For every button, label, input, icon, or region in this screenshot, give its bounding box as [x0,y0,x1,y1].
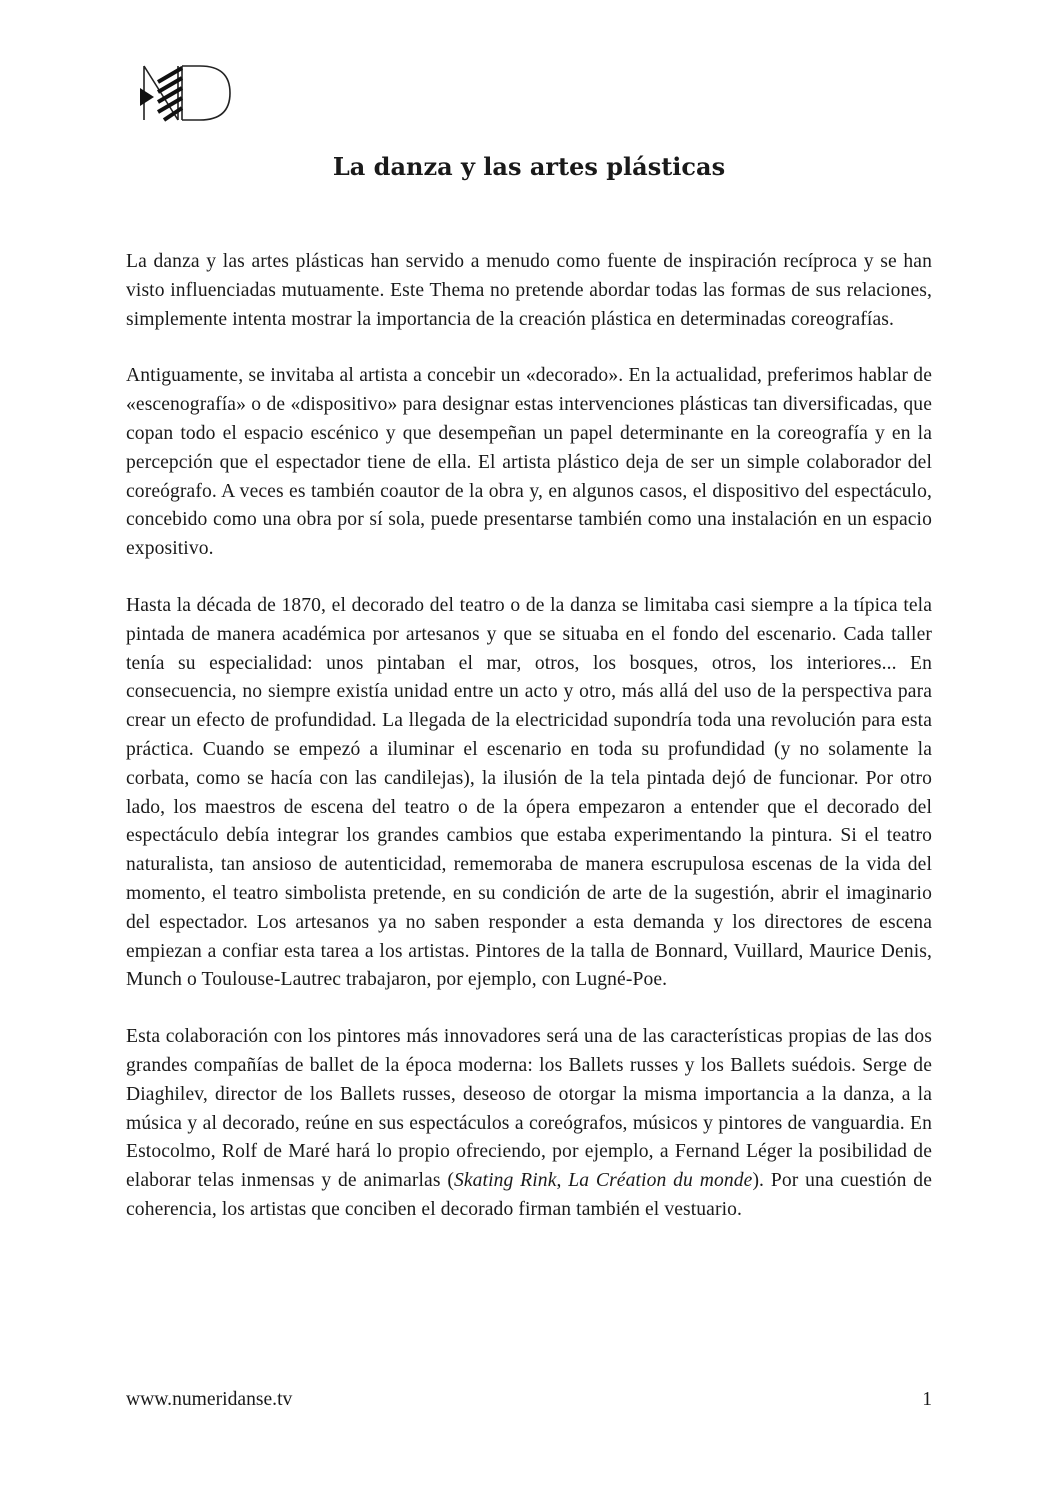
paragraph-ballets-text-2: ). Por una cuestión de coherencia, los artistas que conciben el decorado firman también el vestuario. [126,1170,932,1220]
page-title: La danza y las artes plásticas [332,152,726,181]
work-title-creation-du-monde: La Création du monde [568,1170,753,1192]
paragraph-history: Hasta la década de 1870, el decorado del teatro o de la danza se limitaba casi siempre a la típica tela pintada de manera académica por artesanos y que se situaba en el fondo del escenario. Cada taller tenía su especialidad: unos pintaban el mar, otros, los bosques, otros, los interiores... En consecuencia, no siempre existía unidad entre un acto y otro, más allá del uso de la perspectiva para crear un efecto de profundidad. La llegada de la electricidad supondría toda una revolución para esta práctica. Cuando se empezó a iluminar el escenario en toda su profundidad (y no solamente la corbata, como se hacía con las candilejas), la ilusión de la tela pintada dejó de funcionar. Por otro lado, los maestros de escena del teatro o de la ópera empezaron a entender que el decorado del espectáculo debía integrar los grandes cambios que estaba experimentando la pintura. Si el teatro naturalista, tan ansioso de autenticidad, rememoraba de manera escrupulosa escenas de la vida del momento, el teatro simbolista pretende, en su condición de arte de la sugestión, abrir el imaginario del espectador. Los artesanos ya no saben responder a esta demanda y los directores de escena empiezan a confiar esta tarea a los artistas. Pintores de la talla de Bonnard, Vuillard, Maurice Denis, Munch o Toulouse-Lautrec trabajaron, por ejemplo, con Lugné-Poe. [126,594,932,991]
paragraph-ballets-separator: , [556,1170,569,1192]
article-body [126,248,932,1253]
paragraph-intro: La danza y las artes plásticas han servido a menudo como fuente de inspiración recíproca y se han visto influenciadas mutuamente. Este Thema no pretende abordar todas las formas de sus relaciones, simplemente intenta mostrar la importancia de la creación plástica en determinadas coreografías. [126,251,932,330]
paragraph-ballets [126,1023,932,1225]
paragraph-ballets-text-1: Esta colaboración con los pintores más innovadores será una de las características propias de las dos grandes compañías de ballet de la época moderna: los Ballets russes y los Ballets suédois. Serge de Diaghilev, director de los Ballets russes, deseoso de otorgar la misma importancia a la danza, a la música y al decorado, reúne en sus espectáculos a coreógrafos, músicos y pintores de vanguardia. En Estocolmo, Rolf de Maré hará lo propio ofreciendo, por ejemplo, a Fernand Léger la posibilidad de elaborar telas inmensas y de animarlas ( [126,1026,932,1192]
numeridanse-logo [138,62,234,126]
paragraph-scenography: Antiguamente, se invitaba al artista a concebir un «decorado». En la actualidad, preferimos hablar de «escenografía» o de «dispositivo» para designar estas intervenciones plásticas tan diversificadas, que copan todo el espacio escénico y que desempeñan un papel determinante en la coreografía y en la percepción que el espectador tiene de ella. El artista plástico deja de ser un simple colaborador del coreógrafo. A veces es también coautor de la obra y, en algunos casos, el dispositivo del espectáculo, concebido como una obra por sí sola, puede presentarse también como una instalación en un espacio expositivo. [126,365,932,560]
work-title-skating-rink: Skating Rink [453,1170,557,1192]
page-number: 1 [922,1389,932,1410]
nd-logo-icon [138,62,234,126]
footer-url: www.numeridanse.tv [126,1389,293,1410]
